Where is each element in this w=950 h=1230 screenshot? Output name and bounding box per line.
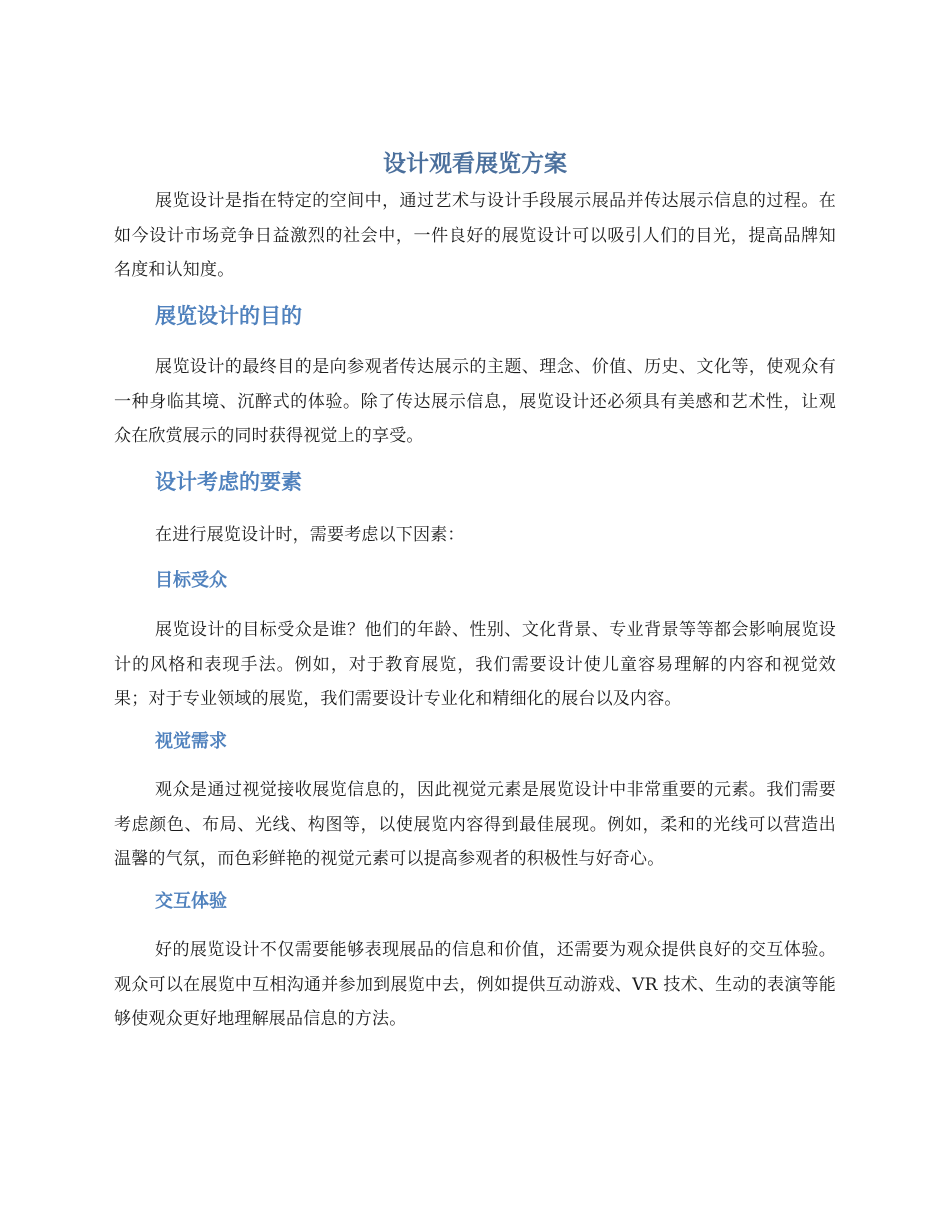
intro-paragraph: 展览设计是指在特定的空间中，通过艺术与设计手段展示展品并传达展示信息的过程。在如今设计市场竞争日益激烈的社会中，一件良好的展览设计可以吸引人们的目光，提高品牌知名度和认知度。 [114, 191, 836, 280]
section-heading-purpose: 展览设计的目的 [155, 304, 302, 328]
section-body-purpose: 展览设计的最终目的是向参观者传达展示的主题、理念、价值、历史、文化等，使观众有一种身临其境、沉醉式的体验。除了传达展示信息，展览设计还必须具有美感和艺术性，让观众在欣赏展示的同时获得视觉上的享受。 [114, 357, 836, 446]
subsection-body-visual: 观众是通过视觉接收展览信息的，因此视觉元素是展览设计中非常重要的元素。我们需要考虑颜色、布局、光线、构图等，以使展览内容得到最佳展现。例如，柔和的光线可以营造出温馨的气氛，而色彩鲜艳的视觉元素可以提高参观者的积极性与好奇心。 [114, 780, 836, 869]
subsection-body-interaction: 好的展览设计不仅需要能够表现展品的信息和价值，还需要为观众提供良好的交互体验。观众可以在展览中互相沟通并参加到展览中去，例如提供互动游戏、VR 技术、生动的表演等能够使观众更好地理解展品信息的方法。 [114, 940, 836, 1029]
document-title: 设计观看展览方案 [383, 151, 567, 177]
subsection-body-audience: 展览设计的目标受众是谁？他们的年龄、性别、文化背景、专业背景等等都会影响展览设计的风格和表现手法。例如，对于教育展览，我们需要设计使儿童容易理解的内容和视觉效果；对于专业领域的展览，我们需要设计专业化和精细化的展台以及内容。 [114, 620, 836, 709]
subsection-heading-audience: 目标受众 [155, 570, 227, 591]
section-heading-factors: 设计考虑的要素 [155, 470, 302, 494]
subsection-heading-visual: 视觉需求 [155, 731, 227, 752]
section-body-factors: 在进行展览设计时，需要考虑以下因素： [155, 525, 465, 545]
subsection-heading-interaction: 交互体验 [155, 891, 227, 912]
